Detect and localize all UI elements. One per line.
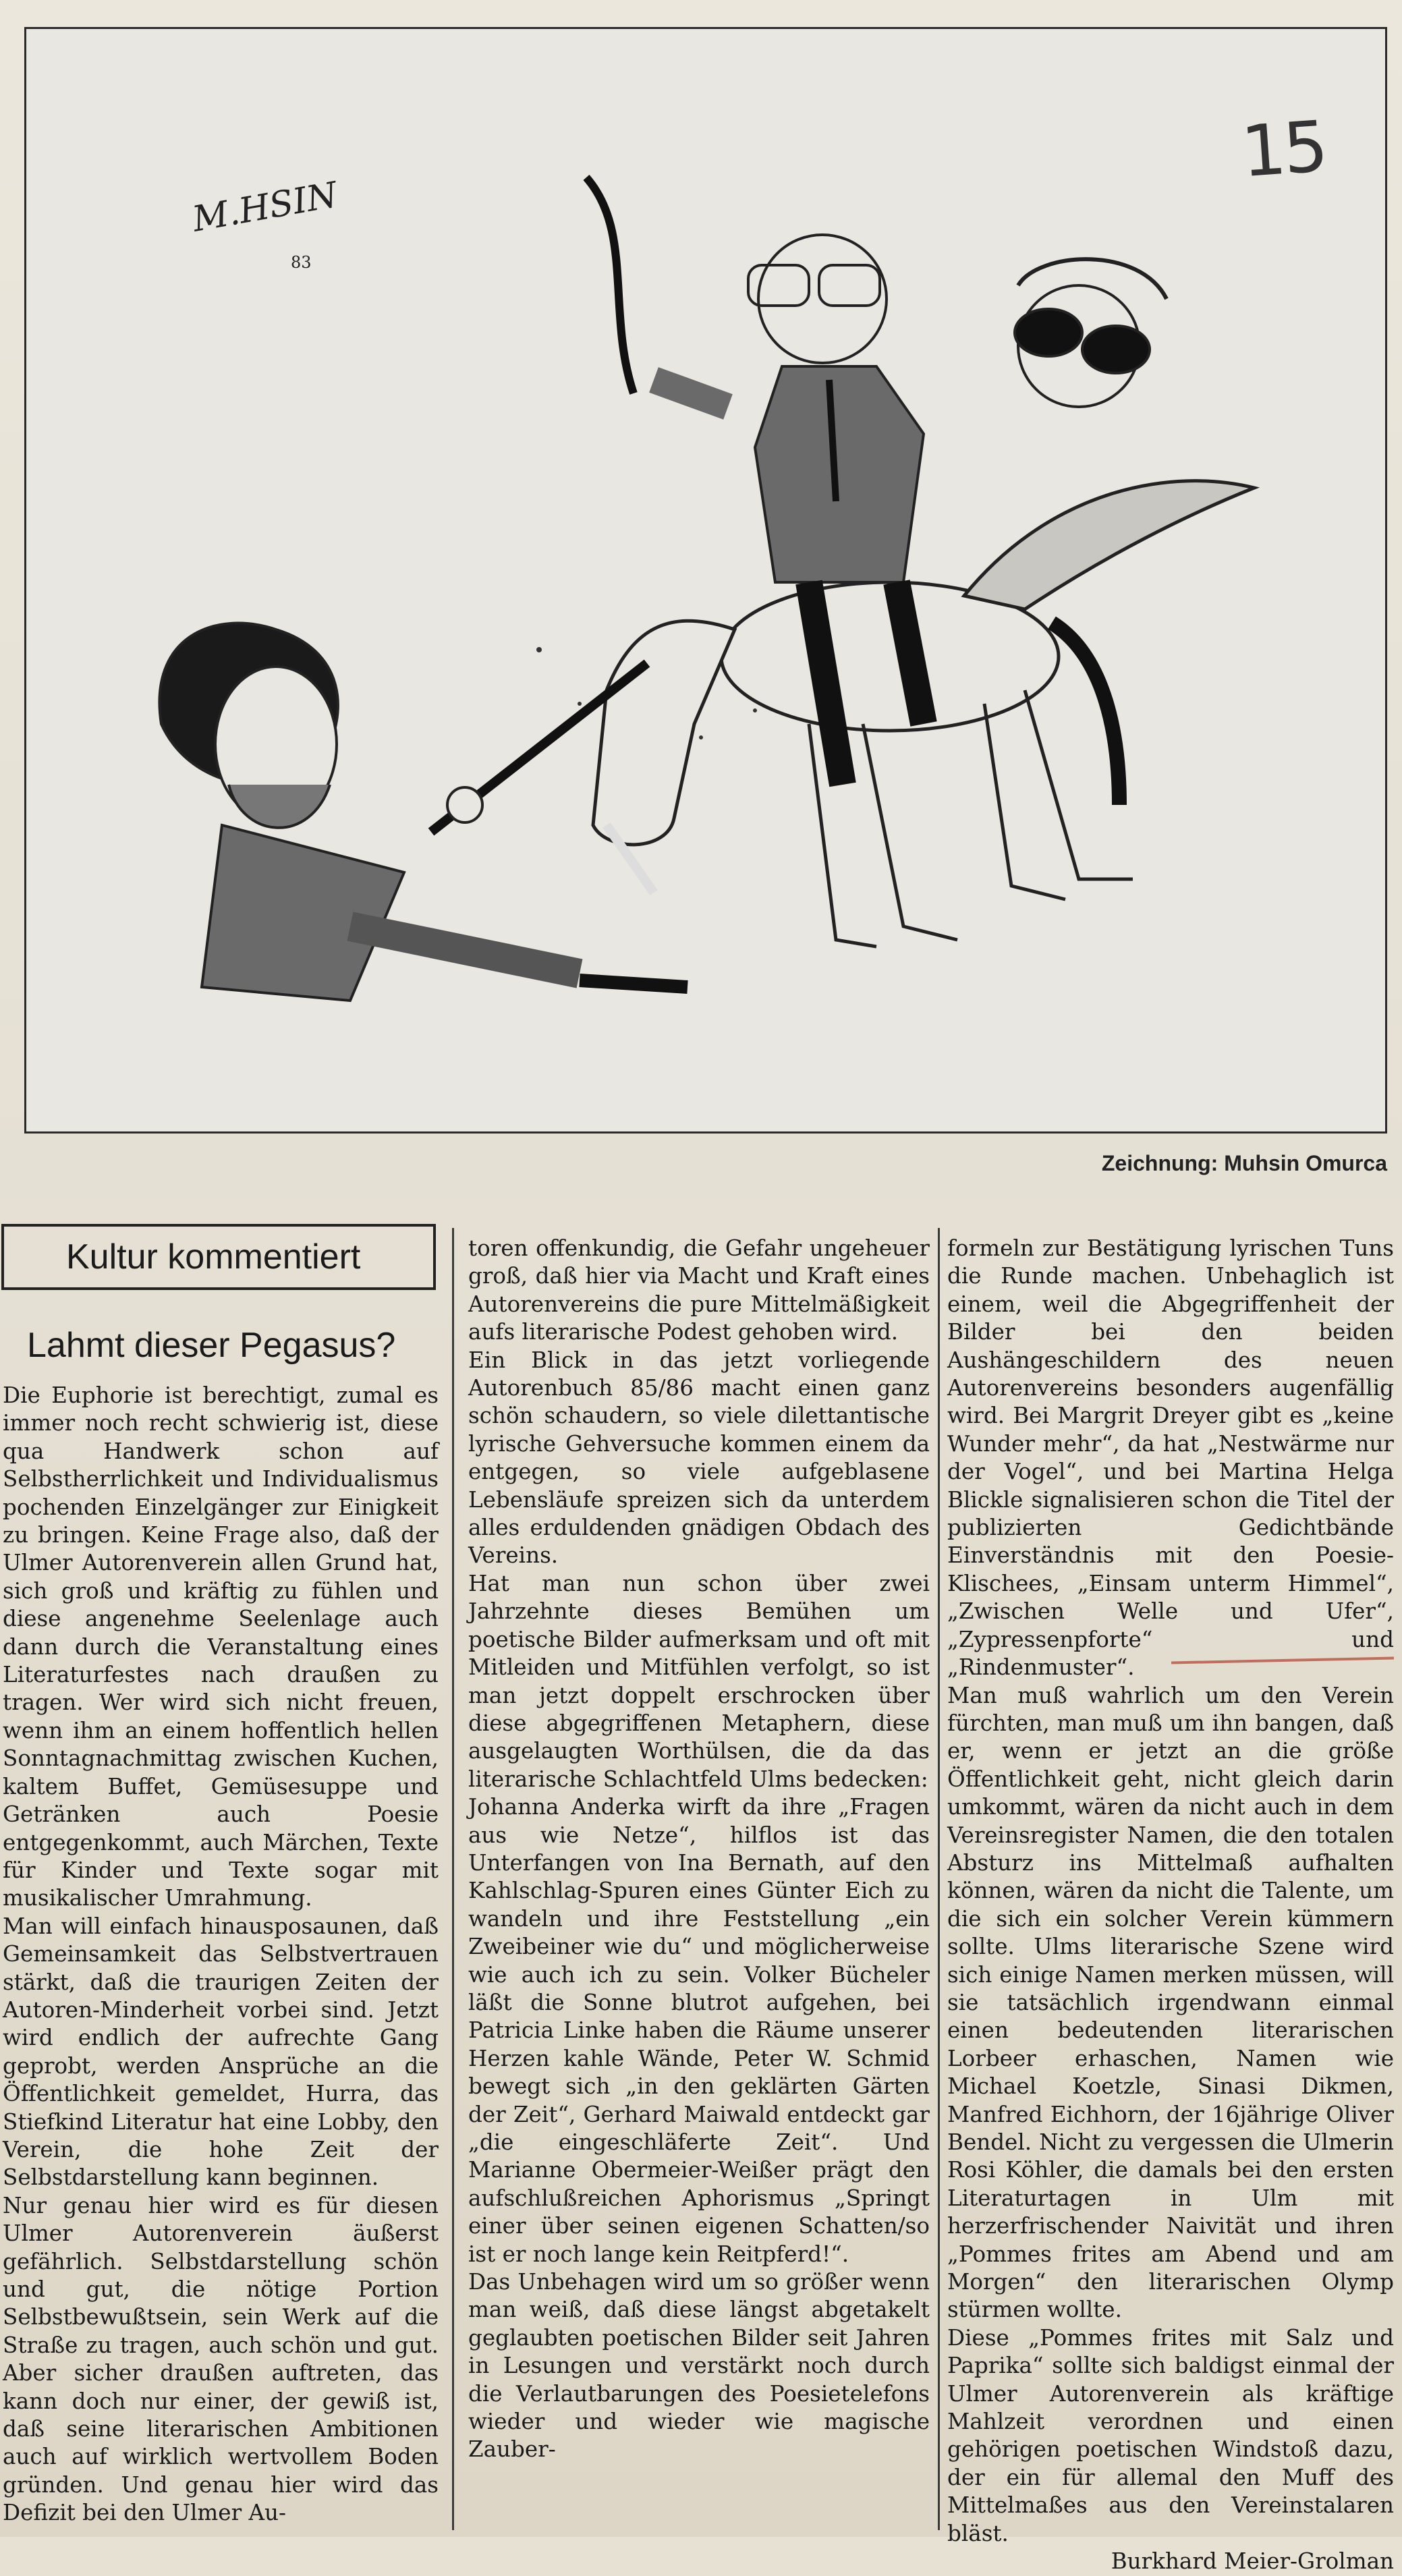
signature: M.HSIN [189,175,341,240]
caricature-drawing [26,29,1385,1131]
paragraph: Das Unbehagen wird um so größer wenn man weiß, daß diese längst abgetakelt geglaubten poetischen Bilder seit Jahren in Lesungen und verstärkt noch durch die Verlautbarungen des Poesietelefons wieder und wieder wie magische Zauber- [468,2269,930,2463]
paragraph: formeln zur Bestätigung lyrischen Tuns die Runde machen. Unbehaglich ist einem, weil die Abgegriffenheit der Bilder bei den beiden Aushängeschildern des neuen Autorenvereins besonders augenfällig wird. Bei Margrit Dreyer gibt es „keine Wunder mehr“, da hat „Nestwärme nur der Vogel“, und bei Martina Helga Blickle signalisieren schon die Titel der publizierten Gedichtbände Einverständnis mit den Poesie-Klischees, „Einsam unterm Himmel“, „Zwischen Welle und Ufer“, „Zypressenpforte“ und „Rindenmuster“. [947,1235,1394,1681]
author-byline: Burkhard Meier-Grolman [1111,2548,1394,2575]
paragraph: toren offenkundig, die Gefahr ungeheuer groß, daß hier via Macht und Kraft eines Autorenvereins die pure Mittelmäßigkeit aufs literarische Podest gehoben wird. [468,1235,930,1345]
handwritten-page-number: 15 [1238,105,1328,194]
article-column-3 [947,1235,1394,2575]
woman-with-sunglasses [1015,259,1167,407]
article-column-1 [3,1382,439,2529]
paragraph: Diese „Pommes frites mit Salz und Paprika“ sollte sich baldigst einmal der Ulmer Autorenverein als kräftige Mahlzeit verordnen und einen gehörigen poetischen Windstoß dazu, der ein für allemal den Muff des Mittelmaßes aus den Vereinstalaren bläst. [947,2324,1394,2546]
illustration-credit: Zeichnung: Muhsin Omurca [1101,1151,1387,1175]
caricature-frame [24,27,1387,1133]
article-headline: Lahmt dieser Pegasus? [27,1326,396,1365]
paragraph: Johanna Anderka wirft da ihre „Fragen aus wie Netze“, hilflos ist das Unterfangen von Ina Bernath, auf den Kahlschlag-Spuren eines Günter Eich zu wandeln und ihre Feststellung „ein Zweibeiner wie du“ und möglicherweise wie auch ich zu sein. Volker Bücheler läßt die Sonne blutrot aufgehen, bei Patricia Linke haben die Räume unserer Herzen kahle Wände, Peter W. Schmid bewegt sich „in den geklärten Gärten der Zeit“, Gerhard Maiwald entdeckt gar „die eingeschläferte Zeit“. Und Marianne Obermeier-Weißer prägt den aufschlußreichen Aphorismus „Springt einer über seinen eigenen Schatten/so ist er noch lange kein Reitpferd!“. [468,1794,930,2267]
article-column-2 [468,1235,930,2530]
paragraph: Man will einfach hinausposaunen, daß Gemeinsamkeit das Selbstvertrauen stärkt, daß die traurigen Zeiten der Autoren-Minderheit vorbei sind. Jetzt wird endlich der aufrechte Gang geprobt, werden Ansprüche an die Öffentlichkeit gemeldet, Hurra, das Stiefkind Literatur hat eine Lobby, den Verein, die hohe Zeit der Selbstdarstellung kann beginnen. [3,1913,439,2191]
column-rule [452,1228,454,2530]
signature-year: 83 [291,253,312,272]
paragraph: Die Euphorie ist berechtigt, zumal es immer noch recht schwierig ist, diese qua Handwerk schon auf Selbstherrlichkeit und Individualismus pochenden Einzelgänger zur Einigkeit zu bringen. Keine Frage also, daß der Ulmer Autorenverein allen Grund hat, sich groß und kräftig zu fühlen und diese angenehme Seelenlage auch dann durch die Veranstaltung eines Literaturfestes nach draußen zu tragen. Wer wird sich nicht freuen, wenn ihm an einem hoffentlich hellen Sonntagnachmittag zwischen Kuchen, kaltem Buffet, Gemüsesuppe und Getränken auch Poesie entgegenkommt, auch Märchen, Texte für Kinder und Texte sogar mit musikalischer Umrahmung. [3,1382,439,1911]
paragraph: Hat man nun schon über zwei Jahrzehnte dieses Bemühen um poetische Bilder aufmerksam und oft mit Mitleiden und Mitfühlen verfolgt, so ist man jetzt doppelt erschrocken über diese abgegriffenen Metaphern, diese ausgelaugten Worthülsen, die da das literarische Schlachtfeld Ulms bedecken: [468,1570,930,1792]
section-kicker: Kultur kommentiert [1,1224,436,1290]
paragraph: Nur genau hier wird es für diesen Ulmer Autorenverein äußerst gefährlich. Selbstdarstellung schön und gut, die nötige Portion Selbstbewußtsein, sein Werk auf die Straße zu tragen, auch schön und gut. Aber sicher draußen auftreten, das kann doch nur einer, der gewiß ist, daß seine literarischen Ambitionen auch auf wirklich wertvollem Boden gründen. Und genau hier wird das Defizit bei den Ulmer Au- [3,2192,439,2526]
column-rule [938,1228,940,2530]
paragraph: Man muß wahrlich um den Verein fürchten, man muß um ihn bangen, daß er, wenn er jetzt an die größe Öffentlichkeit geht, nicht gleich darin umkommt, wären da nicht auch in dem Vereinsregister Namen, die den totalen Absturz ins Mittelmaß aufhalten können, wären da nicht die Talente, um die sich ein solcher Verein kümmern sollte. Ulms literarische Szene wird sich einige Namen merken müssen, will sie tatsächlich irgendwann einmal einen bedeutenden literarischen Lorbeer erhaschen, Namen wie Michael Koetzle, Sinasi Dikmen, Manfred Eichhorn, der 16jährige Oliver Bendel. Nicht zu vergessen die Ulmerin Rosi Köhler, die damals bei den ersten Literaturtagen in Ulm mit herzerfrischender Naivität und ihren „Pommes frites am Abend und am Morgen“ den literarischen Olymp stürmen wollte. [947,1682,1394,2323]
paragraph: Ein Blick in das jetzt vorliegende Autorenbuch 85/86 macht einen ganz schön schaudern, so viele dilettantische lyrische Gehversuche kommen einem da entgegen, so viele aufgeblasene Lebensläufe spreizen sich da unterdem alles erduldenden gnädigen Obdach des Vereins. [468,1347,930,1569]
